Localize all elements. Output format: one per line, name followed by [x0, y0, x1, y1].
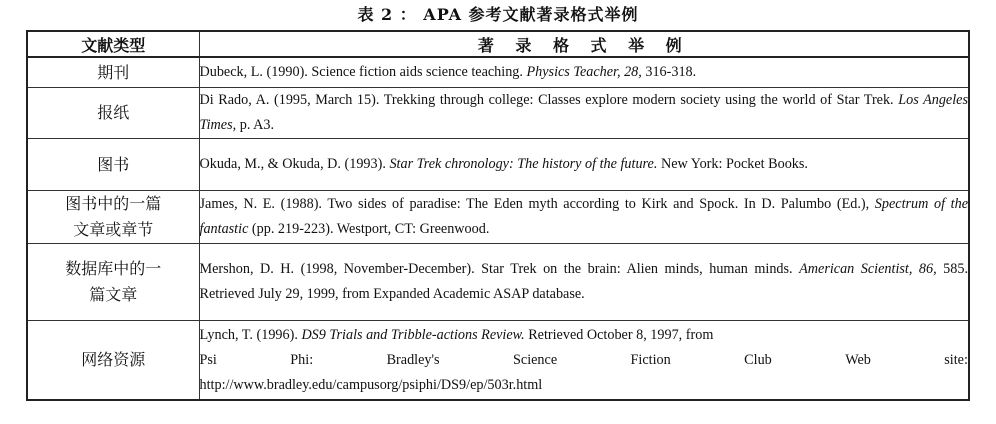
- table-row: [27, 321, 969, 401]
- table-row: [27, 139, 969, 191]
- apa-reference-table: [26, 30, 970, 401]
- example-cell: Dubeck, L. (1990). Science fiction aids science teaching. Physics Teacher, 28, 316-318.: [199, 57, 969, 88]
- table-row: [27, 88, 969, 139]
- table-caption: 表 2 ： APA 参考文献著录格式举例: [357, 5, 639, 24]
- justified-line: Psi Phi: Bradley's Science Fiction Club Web site:: [199, 351, 968, 368]
- table-row: [27, 191, 969, 244]
- example-cell: James, N. E. (1988). Two sides of paradise: The Eden myth according to Kirk and Spock. In D. Palumbo (Ed.), Spectrum of the fantastic (pp. 219-223). Westport, CT: Greenwood.: [199, 191, 969, 244]
- header-format-example: 著 录 格 式 举 例: [199, 31, 969, 57]
- example-cell: Lynch, T. (1996). DS9 Trials and Tribble-actions Review. Retrieved October 8, 1997, from Psi Phi: Bradley's Science Fiction Club Web site: http://www.bradley.edu/campusorg/psiphi/DS9/ep/503r.html: [199, 321, 969, 401]
- document-type-cell: 图书中的一篇 文章或章节: [27, 191, 199, 244]
- header-document-type: 文献类型: [27, 31, 199, 57]
- document-type-cell: 期刊: [27, 57, 199, 88]
- example-cell: Okuda, M., & Okuda, D. (1993). Star Trek chronology: The history of the future. New York: Pocket Books.: [199, 139, 969, 191]
- document-type-cell: 网络资源: [27, 321, 199, 401]
- table-row: [27, 244, 969, 321]
- document-type-cell: 数据库中的一 篇文章: [27, 244, 199, 321]
- document-type-cell: 报纸: [27, 88, 199, 139]
- example-cell: Mershon, D. H. (1998, November-December). Star Trek on the brain: Alien minds, human minds. American Scientist, 86, 585. Retrieved July 29, 1999, from Expanded Academic ASAP database.: [199, 244, 969, 321]
- table-row: [27, 57, 969, 88]
- document-type-cell: 图书: [27, 139, 199, 191]
- header-row: [27, 31, 969, 57]
- example-cell: Di Rado, A. (1995, March 15). Trekking through college: Classes explore modern society using the world of Star Trek. Los Angeles Times, p. A3.: [199, 88, 969, 139]
- resource-url: http://www.bradley.edu/campusorg/psiphi/DS9/ep/503r.html: [199, 376, 543, 393]
